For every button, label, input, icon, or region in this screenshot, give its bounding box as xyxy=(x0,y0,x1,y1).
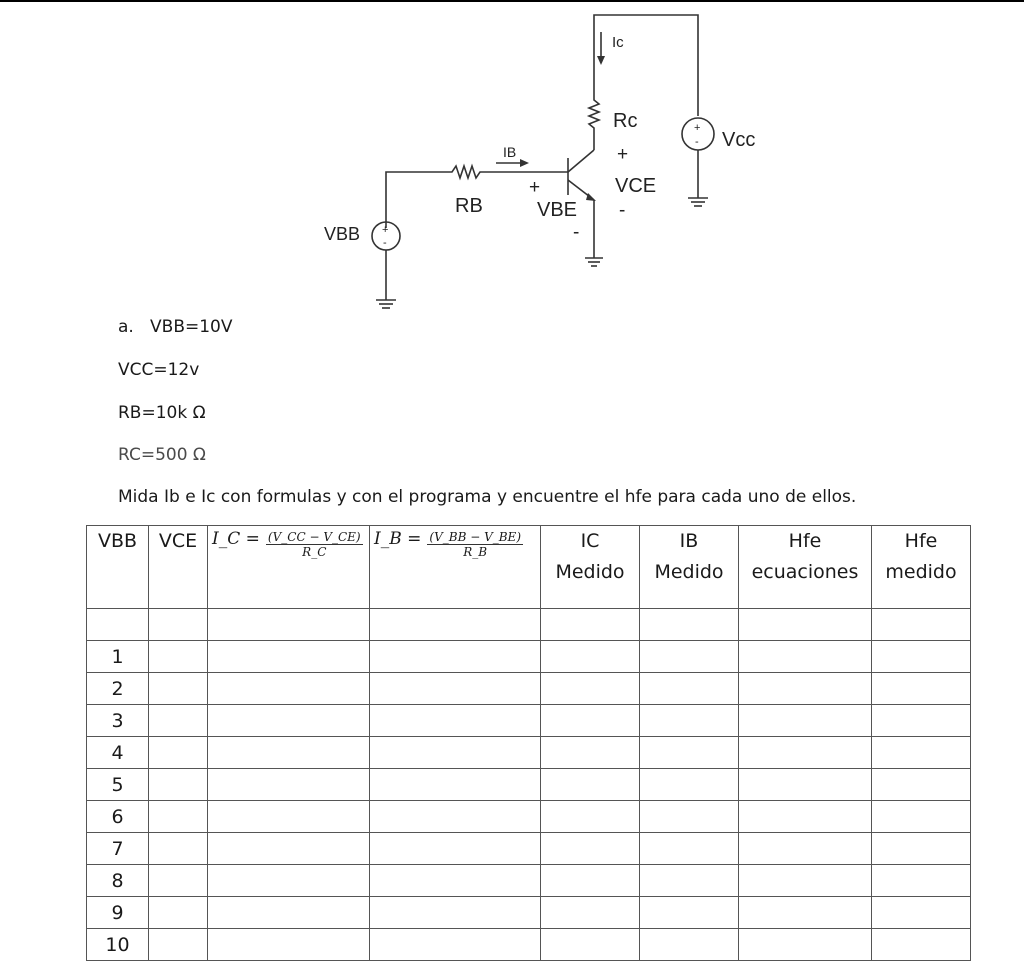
instruction-text: Mida Ib e Ic con formulas y con el programa y encuentre el hfe para cada uno de ellos. xyxy=(118,487,857,507)
empty-cell[interactable] xyxy=(370,929,541,961)
empty-cell[interactable] xyxy=(541,865,640,897)
empty-cell[interactable] xyxy=(739,801,872,833)
table-row xyxy=(87,833,971,865)
ib-formula-denominator: R_B xyxy=(463,545,488,559)
empty-cell[interactable] xyxy=(208,897,370,929)
bjt-circuit-diagram xyxy=(300,0,756,310)
empty-cell[interactable] xyxy=(739,673,872,705)
empty-cell[interactable] xyxy=(208,641,370,673)
header-ib-medido xyxy=(640,526,739,609)
ic-formula-fraction xyxy=(266,530,363,559)
header-ib-formula xyxy=(370,526,541,609)
empty-cell[interactable] xyxy=(541,833,640,865)
header-hfe-medido-line2: medido xyxy=(885,561,957,583)
empty-cell[interactable] xyxy=(872,929,971,961)
table-row xyxy=(87,673,971,705)
empty-cell[interactable] xyxy=(149,737,208,769)
empty-cell[interactable] xyxy=(541,705,640,737)
header-hfe-medido-line1: Hfe xyxy=(904,530,938,552)
rc-resistor xyxy=(589,95,599,150)
empty-cell[interactable] xyxy=(739,897,872,929)
ib-formula-numerator: (V_BB − V_BE) xyxy=(429,530,521,544)
table-row xyxy=(87,705,971,737)
vbb-label: VBB xyxy=(324,224,361,244)
header-ib-medido-line1: IB xyxy=(679,530,699,552)
empty-cell[interactable] xyxy=(208,929,370,961)
empty-cell[interactable] xyxy=(739,865,872,897)
empty-cell[interactable] xyxy=(739,705,872,737)
vce-minus: - xyxy=(619,200,626,221)
empty-cell[interactable] xyxy=(872,833,971,865)
table-spacer-row xyxy=(87,609,971,641)
empty-cell[interactable] xyxy=(149,929,208,961)
empty-cell[interactable] xyxy=(872,897,971,929)
ic-arrowhead xyxy=(597,56,605,65)
empty-cell[interactable] xyxy=(208,833,370,865)
rc-label: Rc xyxy=(613,110,638,132)
row-number: 10 xyxy=(87,929,149,961)
table-row xyxy=(87,865,971,897)
header-ic-medido xyxy=(541,526,640,609)
table-row xyxy=(87,641,971,673)
row-number: 4 xyxy=(87,737,149,769)
empty-cell[interactable] xyxy=(149,897,208,929)
table-row xyxy=(87,737,971,769)
empty-cell[interactable] xyxy=(149,833,208,865)
empty-cell[interactable] xyxy=(541,673,640,705)
vbe-label: VBE xyxy=(537,199,578,221)
vbe-plus: + xyxy=(529,177,541,198)
row-number: 7 xyxy=(87,833,149,865)
empty-cell[interactable] xyxy=(208,769,370,801)
empty-cell[interactable] xyxy=(149,769,208,801)
empty-cell[interactable] xyxy=(739,929,872,961)
rb-label: RB xyxy=(455,195,483,217)
header-hfe-ecuaciones-line2: ecuaciones xyxy=(751,561,859,583)
empty-cell[interactable] xyxy=(872,641,971,673)
item-marker: a. xyxy=(118,317,134,337)
empty-cell[interactable] xyxy=(149,641,208,673)
table-row xyxy=(87,929,971,961)
ib-formula-fraction xyxy=(427,530,523,559)
row-number: 2 xyxy=(87,673,149,705)
empty-cell[interactable] xyxy=(640,673,739,705)
empty-cell[interactable] xyxy=(640,833,739,865)
empty-cell[interactable] xyxy=(541,897,640,929)
vcc-plus: + xyxy=(694,122,701,134)
row-number: 1 xyxy=(87,641,149,673)
empty-cell[interactable] xyxy=(208,737,370,769)
ib-label: IB xyxy=(503,144,517,160)
empty-cell[interactable] xyxy=(640,769,739,801)
table-row xyxy=(87,769,971,801)
empty-cell[interactable] xyxy=(640,897,739,929)
empty-cell[interactable] xyxy=(640,641,739,673)
ic-label: Ic xyxy=(612,34,624,51)
empty-cell[interactable] xyxy=(370,737,541,769)
empty-cell[interactable] xyxy=(739,641,872,673)
param-vcc: VCC=12v xyxy=(118,360,200,380)
empty-cell[interactable] xyxy=(541,929,640,961)
vbe-minus: - xyxy=(573,222,580,243)
empty-cell[interactable] xyxy=(739,833,872,865)
empty-cell[interactable] xyxy=(208,801,370,833)
empty-cell[interactable] xyxy=(370,897,541,929)
vce-label: VCE xyxy=(615,175,657,197)
empty-cell[interactable] xyxy=(149,673,208,705)
vcc-label: Vcc xyxy=(722,129,756,151)
header-hfe-ecuaciones xyxy=(739,526,872,609)
row-number: 3 xyxy=(87,705,149,737)
empty-cell[interactable] xyxy=(640,705,739,737)
empty-cell[interactable] xyxy=(370,705,541,737)
empty-cell[interactable] xyxy=(739,769,872,801)
param-rb: RB=10k Ω xyxy=(118,403,206,423)
param-vbb-line xyxy=(118,317,233,337)
empty-cell[interactable] xyxy=(640,801,739,833)
empty-cell[interactable] xyxy=(872,705,971,737)
row-number: 5 xyxy=(87,769,149,801)
empty-cell[interactable] xyxy=(872,801,971,833)
ib-formula-lhs: I_B = xyxy=(374,529,422,549)
empty-cell[interactable] xyxy=(370,801,541,833)
empty-cell[interactable] xyxy=(541,737,640,769)
empty-cell[interactable] xyxy=(541,801,640,833)
empty-cell[interactable] xyxy=(872,865,971,897)
header-hfe-ecuaciones-line1: Hfe xyxy=(788,530,822,552)
empty-cell[interactable] xyxy=(370,641,541,673)
collector-top-wire xyxy=(594,15,698,116)
table-header-row xyxy=(87,526,971,609)
row-number: 6 xyxy=(87,801,149,833)
vce-plus: + xyxy=(617,144,629,165)
empty-cell[interactable] xyxy=(739,737,872,769)
empty-cell[interactable] xyxy=(370,769,541,801)
header-hfe-medido xyxy=(872,526,971,609)
vbb-minus: - xyxy=(383,237,387,249)
row-number: 9 xyxy=(87,897,149,929)
empty-cell[interactable] xyxy=(541,769,640,801)
table-row xyxy=(87,801,971,833)
empty-cell[interactable] xyxy=(640,929,739,961)
empty-cell[interactable] xyxy=(149,865,208,897)
header-vbb: VBB xyxy=(87,526,149,609)
empty-cell[interactable] xyxy=(370,673,541,705)
empty-cell[interactable] xyxy=(872,737,971,769)
param-vbb: VBB=10V xyxy=(150,317,233,337)
ic-formula-numerator: (V_CC − V_CE) xyxy=(267,530,361,544)
ic-formula-denominator: R_C xyxy=(302,545,327,559)
param-rc: RC=500 Ω xyxy=(118,445,206,465)
vbb-plus: + xyxy=(382,224,389,236)
empty-cell[interactable] xyxy=(872,673,971,705)
ic-formula-lhs: I_C = xyxy=(212,529,260,549)
bjt-collector xyxy=(568,150,594,172)
vcc-minus: - xyxy=(695,136,699,148)
header-ic-medido-line2: Medido xyxy=(555,561,625,583)
empty-cell[interactable] xyxy=(208,705,370,737)
empty-cell[interactable] xyxy=(370,833,541,865)
table-row xyxy=(87,897,971,929)
empty-cell[interactable] xyxy=(872,769,971,801)
empty-cell[interactable] xyxy=(640,737,739,769)
header-vce: VCE xyxy=(149,526,208,609)
empty-cell[interactable] xyxy=(149,705,208,737)
header-ic-medido-line1: IC xyxy=(580,530,600,552)
row-number: 8 xyxy=(87,865,149,897)
empty-cell[interactable] xyxy=(208,865,370,897)
table-body xyxy=(87,641,971,961)
empty-cell[interactable] xyxy=(208,673,370,705)
results-table xyxy=(86,525,971,961)
empty-cell[interactable] xyxy=(541,641,640,673)
header-ib-medido-line2: Medido xyxy=(654,561,724,583)
empty-cell[interactable] xyxy=(149,801,208,833)
empty-cell[interactable] xyxy=(640,865,739,897)
header-ic-formula xyxy=(208,526,370,609)
empty-cell[interactable] xyxy=(370,865,541,897)
ib-arrowhead xyxy=(520,159,529,167)
